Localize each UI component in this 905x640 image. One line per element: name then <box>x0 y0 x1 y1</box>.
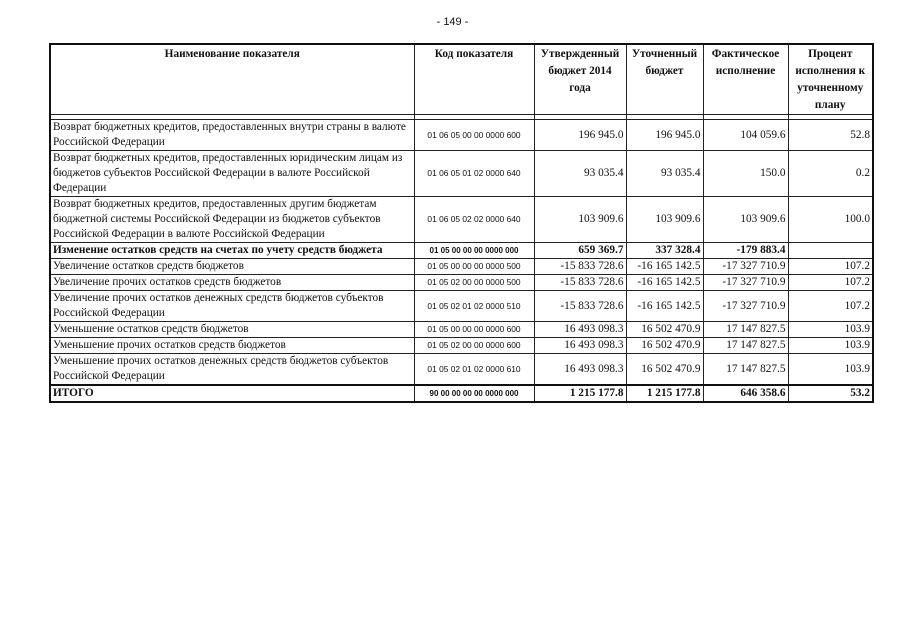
row-refined: -16 165 142.5 <box>626 275 703 291</box>
row-name: Уменьшение прочих остатков денежных средств бюджетов субъектов Российской Федерации <box>50 354 414 386</box>
row-approved: -15 833 728.6 <box>534 259 626 275</box>
table-row <box>50 338 873 354</box>
header-refined: Уточненный бюджет <box>626 44 703 115</box>
row-name: Возврат бюджетных кредитов, предоставленных внутри страны в валюте Российской Федерации <box>50 120 414 151</box>
row-refined: 196 945.0 <box>626 120 703 151</box>
total-percent: 53.2 <box>788 385 873 402</box>
row-approved: 93 035.4 <box>534 151 626 197</box>
row-name: Увеличение прочих остатков денежных средств бюджетов субъектов Российской Федерации <box>50 291 414 322</box>
row-refined: 16 502 470.9 <box>626 354 703 386</box>
row-percent: 107.2 <box>788 275 873 291</box>
row-code: 01 05 00 00 00 0000 600 <box>414 322 534 338</box>
page-number: - 149 - <box>436 16 469 28</box>
table-row <box>50 197 873 243</box>
row-actual: 17 147 827.5 <box>703 354 788 386</box>
row-refined: 16 502 470.9 <box>626 338 703 354</box>
row-refined: -16 165 142.5 <box>626 259 703 275</box>
row-percent <box>788 243 873 259</box>
header-approved: Утвержденный бюджет 2014 года <box>534 44 626 115</box>
row-code: 01 05 02 00 00 0000 500 <box>414 275 534 291</box>
row-percent: 103.9 <box>788 322 873 338</box>
row-code: 01 05 02 00 00 0000 600 <box>414 338 534 354</box>
row-percent: 103.9 <box>788 338 873 354</box>
row-name: Уменьшение остатков средств бюджетов <box>50 322 414 338</box>
table-row <box>50 120 873 151</box>
table-header-row <box>50 44 873 115</box>
total-name: ИТОГО <box>50 385 414 402</box>
row-actual: 150.0 <box>703 151 788 197</box>
row-name: Увеличение остатков средств бюджетов <box>50 259 414 275</box>
table-row <box>50 151 873 197</box>
row-actual: -17 327 710.9 <box>703 259 788 275</box>
table-row <box>50 259 873 275</box>
row-approved: 196 945.0 <box>534 120 626 151</box>
budget-table <box>49 43 874 403</box>
row-approved: -15 833 728.6 <box>534 291 626 322</box>
row-code: 01 05 00 00 00 0000 500 <box>414 259 534 275</box>
row-approved: 16 493 098.3 <box>534 338 626 354</box>
row-actual: -17 327 710.9 <box>703 291 788 322</box>
row-refined: -16 165 142.5 <box>626 291 703 322</box>
header-actual: Фактическое исполнение <box>703 44 788 115</box>
row-percent: 52.8 <box>788 120 873 151</box>
row-name: Возврат бюджетных кредитов, предоставленных юридическим лицам из бюджетов субъектов Российской Федерации в валюте Российской Федерации <box>50 151 414 197</box>
row-name: Увеличение прочих остатков средств бюджетов <box>50 275 414 291</box>
row-refined: 103 909.6 <box>626 197 703 243</box>
row-percent: 100.0 <box>788 197 873 243</box>
row-approved: 16 493 098.3 <box>534 322 626 338</box>
row-refined: 337 328.4 <box>626 243 703 259</box>
total-code: 90 00 00 00 00 0000 000 <box>414 385 534 402</box>
row-actual: -17 327 710.9 <box>703 275 788 291</box>
total-refined: 1 215 177.8 <box>626 385 703 402</box>
row-name: Возврат бюджетных кредитов, предоставленных другим бюджетам бюджетной системы Российской Федерации из бюджетов субъектов Российской Федерации в валюте Российской Федерации <box>50 197 414 243</box>
table-row <box>50 322 873 338</box>
row-code: 01 06 05 00 00 0000 600 <box>414 120 534 151</box>
row-actual: 17 147 827.5 <box>703 338 788 354</box>
row-actual: 17 147 827.5 <box>703 322 788 338</box>
row-refined: 16 502 470.9 <box>626 322 703 338</box>
table-row <box>50 275 873 291</box>
row-percent: 107.2 <box>788 259 873 275</box>
table-row <box>50 354 873 386</box>
table-row <box>50 291 873 322</box>
total-approved: 1 215 177.8 <box>534 385 626 402</box>
total-row <box>50 385 873 402</box>
row-refined: 93 035.4 <box>626 151 703 197</box>
header-name: Наименование показателя <box>50 44 414 115</box>
row-code: 01 05 02 01 02 0000 610 <box>414 354 534 386</box>
row-actual: 104 059.6 <box>703 120 788 151</box>
row-actual: -179 883.4 <box>703 243 788 259</box>
row-approved: -15 833 728.6 <box>534 275 626 291</box>
header-code: Код показателя <box>414 44 534 115</box>
row-approved: 16 493 098.3 <box>534 354 626 386</box>
row-percent: 107.2 <box>788 291 873 322</box>
row-code: 01 06 05 01 02 0000 640 <box>414 151 534 197</box>
total-actual: 646 358.6 <box>703 385 788 402</box>
row-actual: 103 909.6 <box>703 197 788 243</box>
row-percent: 0.2 <box>788 151 873 197</box>
header-percent: Процент исполнения к уточненному плану <box>788 44 873 115</box>
row-approved: 103 909.6 <box>534 197 626 243</box>
table-row <box>50 243 873 259</box>
row-percent: 103.9 <box>788 354 873 386</box>
row-approved: 659 369.7 <box>534 243 626 259</box>
row-code: 01 06 05 02 02 0000 640 <box>414 197 534 243</box>
row-code: 01 05 00 00 00 0000 000 <box>414 243 534 259</box>
row-code: 01 05 02 01 02 0000 510 <box>414 291 534 322</box>
row-name: Уменьшение прочих остатков средств бюджетов <box>50 338 414 354</box>
row-name: Изменение остатков средств на счетах по учету средств бюджета <box>50 243 414 259</box>
